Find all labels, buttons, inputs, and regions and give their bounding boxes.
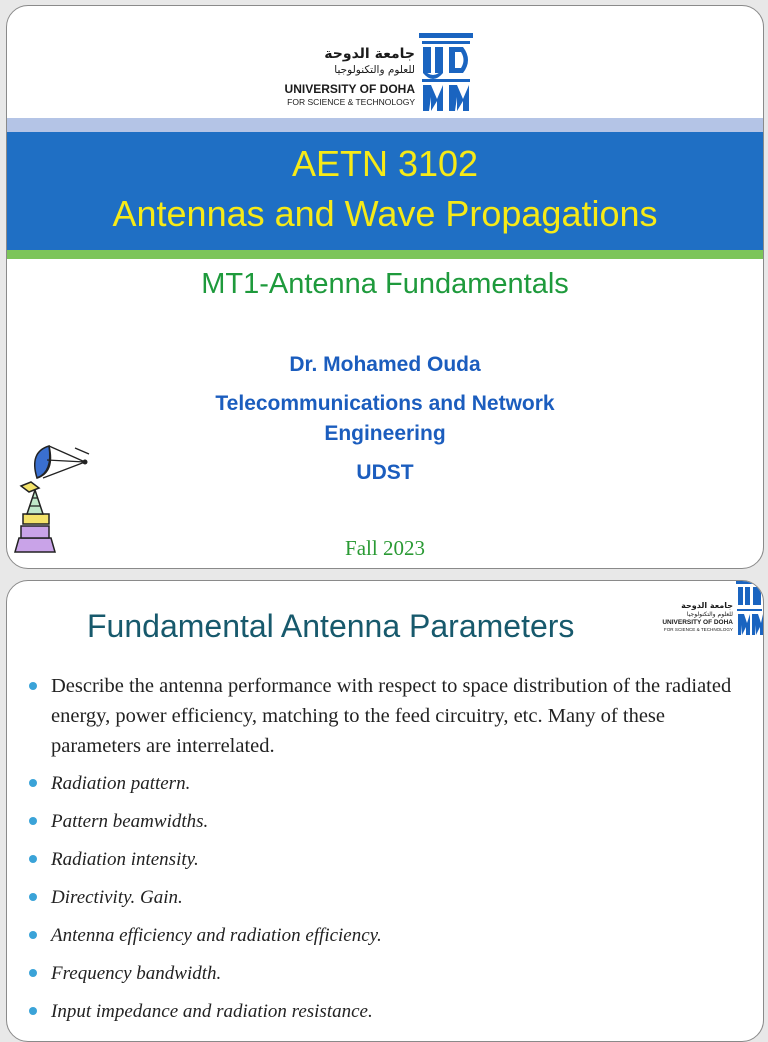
title-band-top-stripe (7, 118, 763, 132)
bullet-icon (29, 855, 37, 863)
bullet-icon (29, 969, 37, 977)
logo-emblem-icon (419, 33, 473, 111)
bullet-icon (29, 779, 37, 787)
author-department-line2: Engineering (324, 422, 446, 445)
logo-university-name: UNIVERSITY OF DOHA (662, 619, 733, 626)
author-organization: UDST (356, 461, 414, 484)
course-code: AETN 3102 (291, 143, 479, 184)
logo-arabic-line1: جامعة الدوحة (681, 601, 733, 610)
logo-university-name: UNIVERSITY OF DOHA (284, 82, 415, 96)
course-title: Antennas and Wave Propagations (112, 193, 658, 234)
bullet-icon (29, 682, 37, 690)
list-item: Input impedance and radiation resistance. (27, 996, 747, 1027)
list-item: Radiation pattern. (27, 768, 747, 799)
bullet-icon (29, 1007, 37, 1015)
list-item: Describe the antenna performance with respect to space distribution of the radiated energy, power efficiency, matching to the feed circuitry, etc. Many of these parameters are interrelated. (27, 671, 747, 761)
list-item: Radiation intensity. (27, 844, 747, 875)
lecture-subtitle: MT1-Antenna Fundamentals (201, 268, 569, 300)
title-slide (6, 5, 764, 569)
title-band-bottom-stripe (7, 250, 763, 259)
author-department-line1: Telecommunications and Network (215, 392, 555, 415)
bullet-icon (29, 931, 37, 939)
list-item: Frequency bandwidth. (27, 958, 747, 989)
content-slide (6, 580, 764, 1042)
logo-arabic-line1: جامعة الدوحة (324, 46, 415, 62)
satellite-dish-icon (9, 438, 91, 556)
logo-emblem-icon (736, 581, 763, 635)
logo-tagline: FOR SCIENCE & TECHNOLOGY (663, 627, 733, 632)
logo-arabic-line2: للعلوم والتكنولوجيا (334, 64, 415, 76)
author-name: Dr. Mohamed Ouda (289, 353, 481, 376)
list-item: Pattern beamwidths. (27, 806, 747, 837)
logo-tagline: FOR SCIENCE & TECHNOLOGY (287, 97, 415, 107)
logo-arabic-line2: للعلوم والتكنولوجيا (686, 611, 733, 618)
list-item: Antenna efficiency and radiation efficiency. (27, 920, 747, 951)
bullet-icon (29, 817, 37, 825)
slide-title: Fundamental Antenna Parameters (87, 608, 575, 644)
bullet-icon (29, 893, 37, 901)
list-item: Directivity. Gain. (27, 882, 747, 913)
parameter-list (27, 671, 747, 1034)
semester-date: Fall 2023 (345, 536, 425, 560)
